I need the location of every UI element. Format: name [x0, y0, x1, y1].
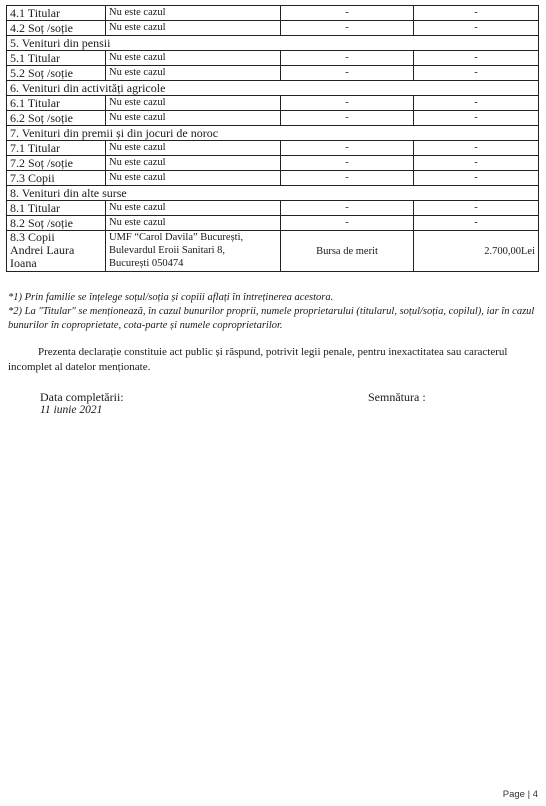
section-header-prizes: 7. Venituri din premii și din jocuri de noroc — [7, 126, 539, 141]
income-source: Nu este cazul — [106, 141, 281, 156]
section-header-other-sources: 8. Venituri din alte surse — [7, 186, 539, 201]
annual-income: - — [414, 216, 539, 231]
service-provided: Bursa de merit — [281, 231, 414, 272]
section-header-row — [7, 81, 539, 96]
beneficiary-name: Andrei Laura — [10, 243, 75, 257]
source-address: Bulevardul Eroii Sanitari 8, — [109, 245, 226, 256]
legal-statement: Prezenta declarație constituie act public și răspund, potrivit legii penale, pentru inexactitatea sau caracterul incomplet al datelor menționate. — [8, 346, 508, 373]
service-provided: - — [281, 111, 414, 126]
date-value: 11 iunie 2021 — [40, 404, 103, 416]
income-declaration-table — [6, 5, 539, 272]
income-source: Nu este cazul — [106, 21, 281, 36]
service-provided: - — [281, 96, 414, 111]
source-name: UMF “Carol Davila” București, — [109, 232, 244, 243]
annual-income: - — [414, 96, 539, 111]
service-provided: - — [281, 201, 414, 216]
table-row — [7, 66, 539, 81]
row-label: 7.3 Copii — [7, 171, 106, 186]
row-label: 4.2 Soț /soție — [7, 21, 106, 36]
income-source: Nu este cazul — [106, 216, 281, 231]
beneficiary-name: Ioana — [10, 256, 37, 270]
income-source: Nu este cazul — [106, 66, 281, 81]
service-provided: - — [281, 6, 414, 21]
row-label: 6.2 Soț /soție — [7, 111, 106, 126]
row-label: 8.1 Titular — [7, 201, 106, 216]
row-label: 7.1 Titular — [7, 141, 106, 156]
income-source: Nu este cazul — [106, 201, 281, 216]
income-source: Nu este cazul — [106, 156, 281, 171]
annual-income: - — [414, 66, 539, 81]
source-address: București 050474 — [109, 258, 184, 269]
signature-label: Semnătura : — [368, 390, 426, 404]
annual-income: - — [414, 6, 539, 21]
row-label-line: 8.3 Copii — [10, 230, 55, 244]
table-row — [7, 156, 539, 171]
service-provided: - — [281, 141, 414, 156]
section-header-pensions: 5. Venituri din pensii — [7, 36, 539, 51]
row-label: 5.1 Titular — [7, 51, 106, 66]
income-source: Nu este cazul — [106, 111, 281, 126]
footnote-1: *1) Prin familie se înțelege soțul/soția și copiii aflați în întreținerea acestora. — [8, 292, 334, 303]
service-provided: - — [281, 171, 414, 186]
income-source: Nu este cazul — [106, 51, 281, 66]
row-label: 5.2 Soț /soție — [7, 66, 106, 81]
annual-income: - — [414, 201, 539, 216]
annual-income: - — [414, 111, 539, 126]
row-label — [7, 231, 106, 272]
table-row — [7, 171, 539, 186]
page-number: Page | 4 — [502, 789, 538, 800]
table-row — [7, 201, 539, 216]
service-provided: - — [281, 51, 414, 66]
table-row — [7, 141, 539, 156]
annual-income: - — [414, 171, 539, 186]
section-header-row — [7, 36, 539, 51]
service-provided: - — [281, 156, 414, 171]
income-source — [106, 231, 281, 272]
income-source: Nu este cazul — [106, 96, 281, 111]
table-row — [7, 231, 539, 272]
date-label: Data completării: — [40, 390, 124, 404]
service-provided: - — [281, 66, 414, 81]
income-source: Nu este cazul — [106, 6, 281, 21]
footnote-2: *2) La "Titular" se menționează, în cazul bunurilor proprii, numele proprietarului (titularul, soțul/soția, copilul), iar în cazul bunurilor în coproprietate, cota-parte și numele coproprietarilor. — [8, 306, 535, 331]
row-label: 8.2 Soț /soție — [7, 216, 106, 231]
table-row — [7, 96, 539, 111]
service-provided: - — [281, 216, 414, 231]
section-header-agricultural: 6. Venituri din activități agricole — [7, 81, 539, 96]
row-label: 6.1 Titular — [7, 96, 106, 111]
service-provided: - — [281, 21, 414, 36]
annual-income: - — [414, 21, 539, 36]
annual-income: 2.700,00Lei — [414, 231, 539, 272]
section-header-row — [7, 186, 539, 201]
table-row — [7, 21, 539, 36]
table-row — [7, 6, 539, 21]
annual-income: - — [414, 51, 539, 66]
table-row — [7, 111, 539, 126]
row-label: 4.1 Titular — [7, 6, 106, 21]
section-header-row — [7, 126, 539, 141]
annual-income: - — [414, 156, 539, 171]
annual-income: - — [414, 141, 539, 156]
table-row — [7, 216, 539, 231]
table-row — [7, 51, 539, 66]
row-label: 7.2 Soț /soție — [7, 156, 106, 171]
income-source: Nu este cazul — [106, 171, 281, 186]
footnotes — [8, 291, 540, 333]
